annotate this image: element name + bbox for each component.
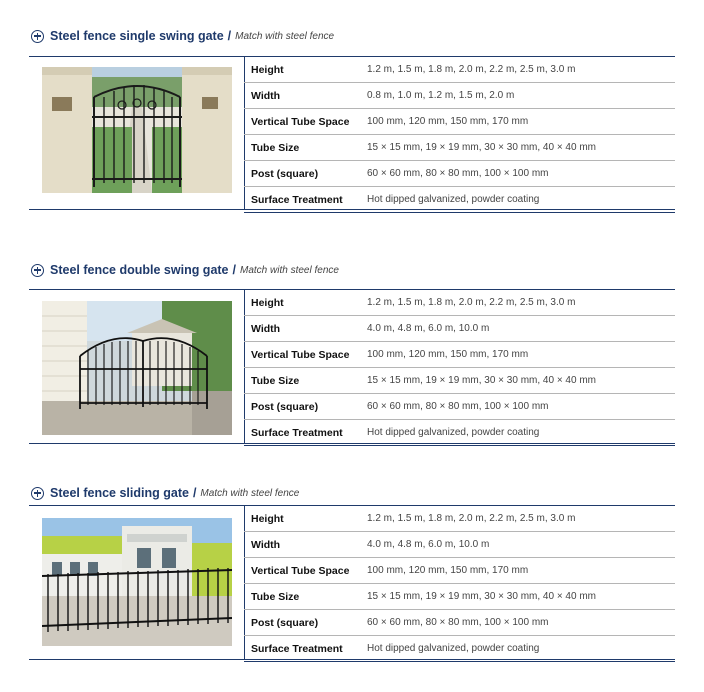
spec-label: Vertical Tube Space	[251, 564, 350, 577]
spec-value: 15 × 15 mm, 19 × 19 mm, 30 × 30 mm, 40 × 40 mm	[367, 375, 596, 386]
section-bottom-line	[29, 659, 675, 660]
section-3-header	[31, 483, 299, 503]
section-title: Steel fence double swing gate	[50, 263, 229, 277]
spec-value: 60 × 60 mm, 80 × 80 mm, 100 × 100 mm	[367, 401, 549, 412]
spec-row-width	[244, 316, 675, 342]
title-separator: /	[192, 486, 197, 500]
title-separator: /	[227, 29, 232, 43]
spec-value: 60 × 60 mm, 80 × 80 mm, 100 × 100 mm	[367, 168, 549, 179]
section-subtitle: Match with steel fence	[200, 487, 300, 499]
spec-label: Post (square)	[251, 167, 319, 180]
spec-row-surface-treatment	[244, 636, 675, 661]
spec-row-post	[244, 610, 675, 636]
spec-table	[244, 506, 675, 662]
spec-row-tube-size	[244, 584, 675, 610]
spec-value: 100 mm, 120 mm, 150 mm, 170 mm	[367, 116, 529, 127]
single-swing-gate-photo	[42, 67, 232, 193]
spec-value: Hot dipped galvanized, powder coating	[367, 427, 540, 438]
spec-label: Vertical Tube Space	[251, 348, 350, 361]
spec-label: Tube Size	[251, 374, 300, 387]
spec-row-width	[244, 532, 675, 558]
spec-label: Height	[251, 63, 284, 76]
section-subtitle: Match with steel fence	[240, 264, 339, 276]
spec-value: 1.2 m, 1.5 m, 1.8 m, 2.0 m, 2.2 m, 2.5 m, 3.0 m	[367, 513, 576, 524]
spec-value: Hot dipped galvanized, powder coating	[367, 194, 540, 205]
section-title: Steel fence single swing gate	[50, 29, 224, 43]
spec-label: Width	[251, 89, 281, 102]
spec-value: 1.2 m, 1.5 m, 1.8 m, 2.0 m, 2.2 m, 2.5 m, 3.0 m	[367, 64, 576, 75]
section-bottom-line	[29, 209, 675, 210]
spec-label: Height	[251, 296, 284, 309]
spec-value: 4.0 m, 4.8 m, 6.0 m, 10.0 m	[367, 323, 490, 334]
spec-label: Width	[251, 538, 281, 551]
sliding-gate-photo	[42, 518, 232, 646]
spec-label: Tube Size	[251, 141, 300, 154]
spec-row-tube-size	[244, 135, 675, 161]
spec-value: 0.8 m, 1.0 m, 1.2 m, 1.5 m, 2.0 m	[367, 90, 515, 101]
spec-label: Surface Treatment	[251, 193, 343, 206]
spec-value: 100 mm, 120 mm, 150 mm, 170 mm	[367, 349, 529, 360]
spec-row-vertical-tube-space	[244, 109, 675, 135]
spec-table	[244, 290, 675, 446]
spec-value: 15 × 15 mm, 19 × 19 mm, 30 × 30 mm, 40 × 40 mm	[367, 142, 596, 153]
spec-row-vertical-tube-space	[244, 558, 675, 584]
spec-value: 1.2 m, 1.5 m, 1.8 m, 2.0 m, 2.2 m, 2.5 m, 3.0 m	[367, 297, 576, 308]
spec-value: 15 × 15 mm, 19 × 19 mm, 30 × 30 mm, 40 × 40 mm	[367, 591, 596, 602]
expand-plus-icon[interactable]	[31, 487, 44, 500]
section-1-header	[31, 26, 334, 46]
double-swing-gate-photo	[42, 301, 232, 435]
spec-row-surface-treatment	[244, 420, 675, 445]
spec-value: Hot dipped galvanized, powder coating	[367, 643, 540, 654]
expand-plus-icon[interactable]	[31, 264, 44, 277]
section-bottom-line	[29, 443, 675, 444]
spec-label: Height	[251, 512, 284, 525]
spec-label: Width	[251, 322, 281, 335]
spec-value: 100 mm, 120 mm, 150 mm, 170 mm	[367, 565, 529, 576]
spec-row-post	[244, 394, 675, 420]
spec-label: Vertical Tube Space	[251, 115, 350, 128]
spec-value: 4.0 m, 4.8 m, 6.0 m, 10.0 m	[367, 539, 490, 550]
spec-table	[244, 57, 675, 213]
title-separator: /	[232, 263, 236, 277]
spec-row-post	[244, 161, 675, 187]
expand-plus-icon[interactable]	[31, 30, 44, 43]
spec-label: Post (square)	[251, 400, 319, 413]
spec-row-width	[244, 83, 675, 109]
spec-label: Tube Size	[251, 590, 300, 603]
spec-row-height	[244, 57, 675, 83]
section-subtitle: Match with steel fence	[235, 30, 335, 42]
section-title: Steel fence sliding gate	[50, 486, 189, 500]
section-2-header	[31, 260, 339, 280]
spec-value: 60 × 60 mm, 80 × 80 mm, 100 × 100 mm	[367, 617, 549, 628]
spec-row-vertical-tube-space	[244, 342, 675, 368]
spec-row-height	[244, 506, 675, 532]
spec-row-height	[244, 290, 675, 316]
spec-label: Post (square)	[251, 616, 319, 629]
spec-row-tube-size	[244, 368, 675, 394]
spec-label: Surface Treatment	[251, 426, 343, 439]
spec-label: Surface Treatment	[251, 642, 343, 655]
